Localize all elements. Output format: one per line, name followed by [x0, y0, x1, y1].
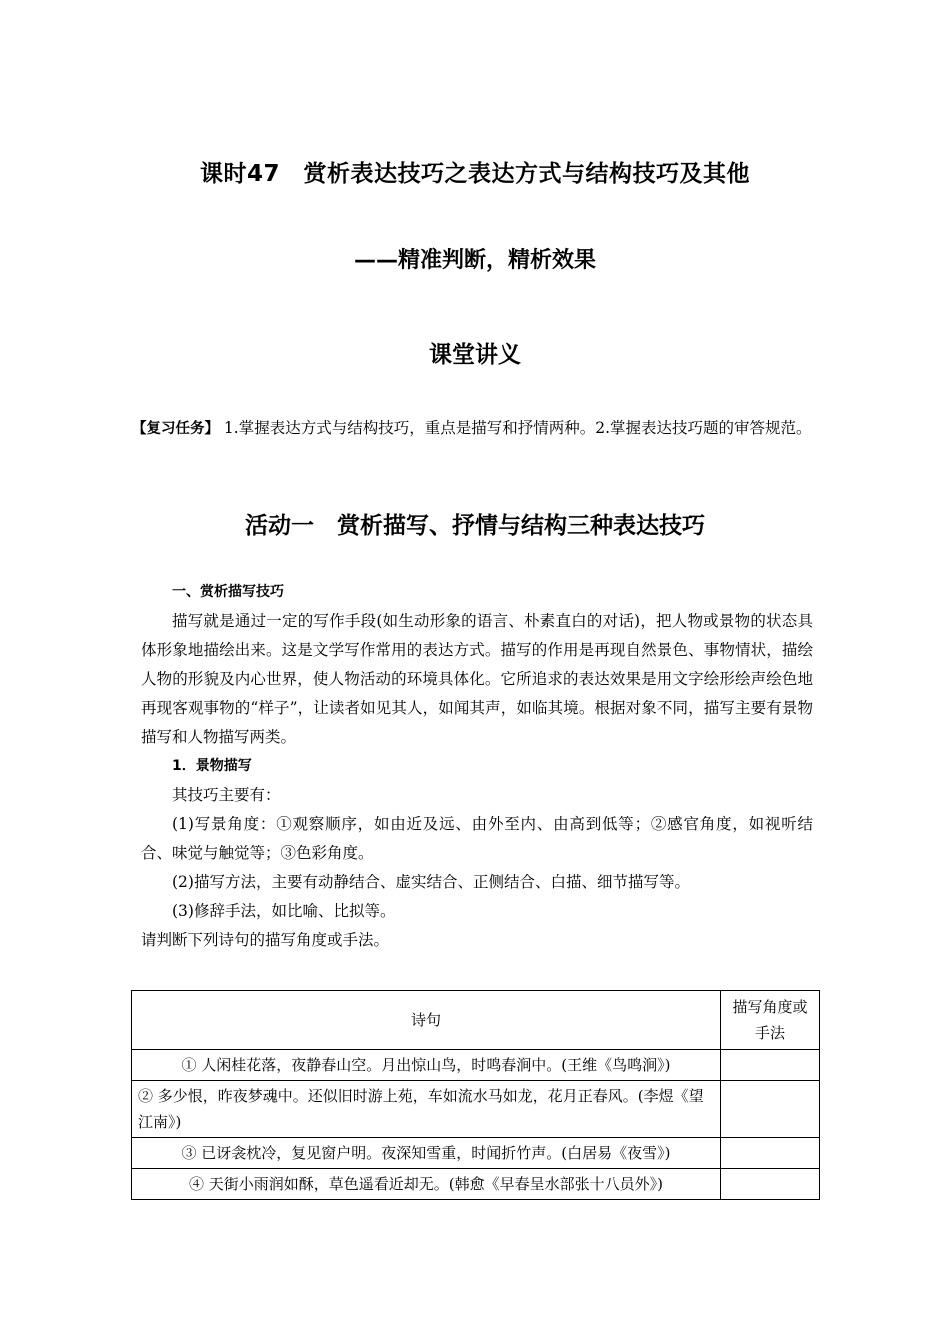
paragraph-description: 描写就是通过一定的写作手段(如生动形象的语言、朴素直白的对话)，把人物或景物的状态具体形象地描绘出来。这是文学写作常用的表达方式。描写的作用是再现自然景色、事物情状，描绘人物的形貌及内心世界，使人物活动的环境具体化。它所追求的表达效果是用文字绘形绘声绘色地再现客观事物的“样子”，让读者如见其人，如闻其声，如临其境。根据对象不同，描写主要有景物描写和人物描写两类。 — [141, 612, 813, 746]
answer-cell[interactable] — [721, 1050, 820, 1081]
header-type: 描写角度或手法 — [721, 991, 820, 1050]
header-poem: 诗句 — [132, 991, 721, 1050]
answer-cell[interactable] — [721, 1081, 820, 1138]
paragraph-intro: 其技巧主要有： — [172, 786, 281, 804]
activity-title: 活动一 赏析描写、抒情与结构三种表达技巧 — [245, 513, 705, 539]
answer-cell[interactable] — [721, 1138, 820, 1169]
table-row — [132, 1169, 820, 1200]
review-tag: 【复习任务】 — [132, 421, 219, 437]
poem-cell: ② 多少恨，昨夜梦魂中。还似旧时游上苑，车如流水马如龙，花月正春风。(李煜《望江南》) — [132, 1081, 721, 1138]
lesson-subtitle: ——精准判断，精析效果 — [353, 248, 596, 273]
section-title: 课堂讲义 — [429, 342, 521, 368]
table-row — [132, 1081, 820, 1138]
table-row — [132, 1138, 820, 1169]
lesson-title: 课时47 赏析表达技巧之表达方式与结构技巧及其他 — [199, 161, 750, 187]
review-task — [132, 414, 818, 444]
instruction-text: 请判断下列诗句的描写角度或手法。 — [141, 931, 390, 949]
table-row — [132, 1050, 820, 1081]
list-item-method: (2)描写方法，主要有动静结合、虚实结合、正侧结合、白描、细节描写等。 — [172, 873, 690, 891]
poem-table — [131, 990, 820, 1200]
poem-cell: ③ 已讶衾枕冷，复见窗户明。夜深知雪重，时闻折竹声。(白居易《夜雪》) — [132, 1138, 721, 1169]
heading-scenery: 1．景物描写 — [172, 758, 252, 774]
table-header-row — [132, 991, 820, 1050]
list-item-rhetoric: (3)修辞手法，如比喻、比拟等。 — [172, 902, 396, 920]
answer-cell[interactable] — [721, 1169, 820, 1200]
list-item-angle: (1)写景角度：①观察顺序，如由近及远、由外至内、由高到低等；②感官角度，如视听结合、味觉与触觉等；③色彩角度。 — [141, 815, 813, 862]
body-text — [141, 578, 813, 955]
poem-cell: ① 人闲桂花落，夜静春山空。月出惊山鸟，时鸣春涧中。(王维《鸟鸣涧》) — [132, 1050, 721, 1081]
heading-description-skills: 一、赏析描写技巧 — [172, 584, 284, 600]
poem-cell: ④ 天街小雨润如酥，草色遥看近却无。(韩愈《早春呈水部张十八员外》) — [132, 1169, 721, 1200]
review-text: 1.掌握表达方式与结构技巧，重点是描写和抒情两种。2.掌握表达技巧题的审答规范。 — [219, 419, 812, 437]
